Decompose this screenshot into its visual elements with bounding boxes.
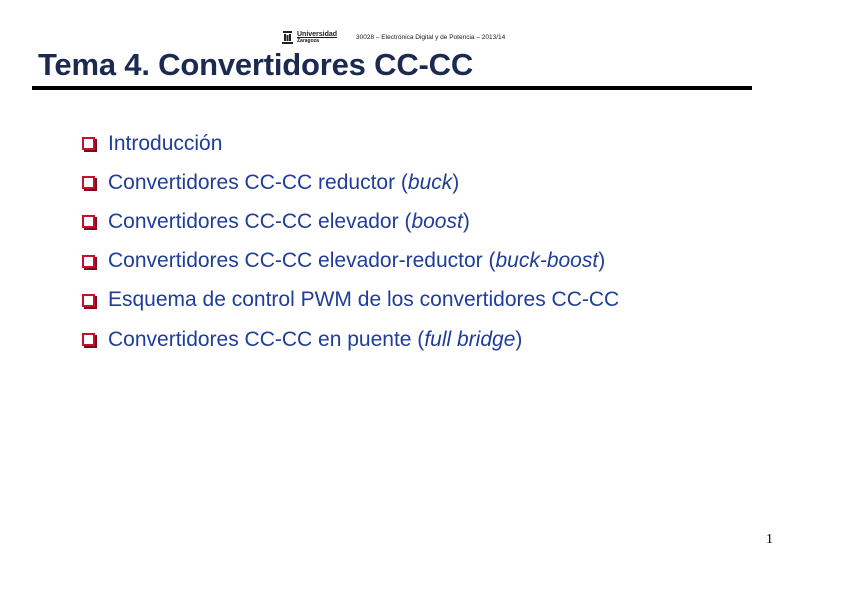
item-text: Convertidores CC-CC en puente ( — [108, 327, 425, 351]
page-number: 1 — [766, 532, 773, 547]
checkbox-bullet-icon — [82, 137, 95, 150]
item-text: Esquema de control PWM de los convertidores CC-CC — [108, 288, 620, 312]
title-divider — [32, 86, 752, 90]
topic-list — [82, 124, 619, 359]
logo-name: Universidad — [297, 30, 338, 38]
course-label: 30028 – Electrónica Digital y de Potencia – 2013/14 — [356, 34, 506, 41]
checkbox-bullet-icon — [82, 294, 95, 307]
university-logo — [282, 30, 337, 44]
item-close: ) — [462, 209, 470, 233]
slide-header — [282, 28, 506, 46]
item-close: ) — [515, 327, 523, 351]
checkbox-bullet-icon — [82, 176, 95, 189]
item-term: boost — [411, 209, 463, 233]
list-item — [82, 242, 619, 281]
university-crest-icon — [282, 30, 293, 44]
item-text: Convertidores CC-CC elevador ( — [108, 209, 412, 233]
list-item — [82, 163, 619, 202]
list-item — [82, 281, 619, 320]
slide-title: Tema 4. Convertidores CC-CC — [38, 47, 474, 82]
checkbox-bullet-icon — [82, 333, 95, 346]
list-item — [82, 124, 619, 163]
item-term: buck — [407, 170, 453, 194]
checkbox-bullet-icon — [82, 255, 95, 268]
item-close: ) — [598, 249, 606, 273]
item-close: ) — [452, 170, 460, 194]
list-item — [82, 320, 619, 359]
item-term: full bridge — [424, 327, 516, 351]
item-text: Convertidores CC-CC elevador-reductor ( — [108, 249, 496, 273]
list-item — [82, 202, 619, 241]
item-term: buck-boost — [495, 249, 599, 273]
item-text: Introducción — [108, 131, 223, 155]
checkbox-bullet-icon — [82, 215, 95, 228]
item-text: Convertidores CC-CC reductor ( — [108, 170, 408, 194]
logo-city: Zaragoza — [297, 37, 319, 44]
